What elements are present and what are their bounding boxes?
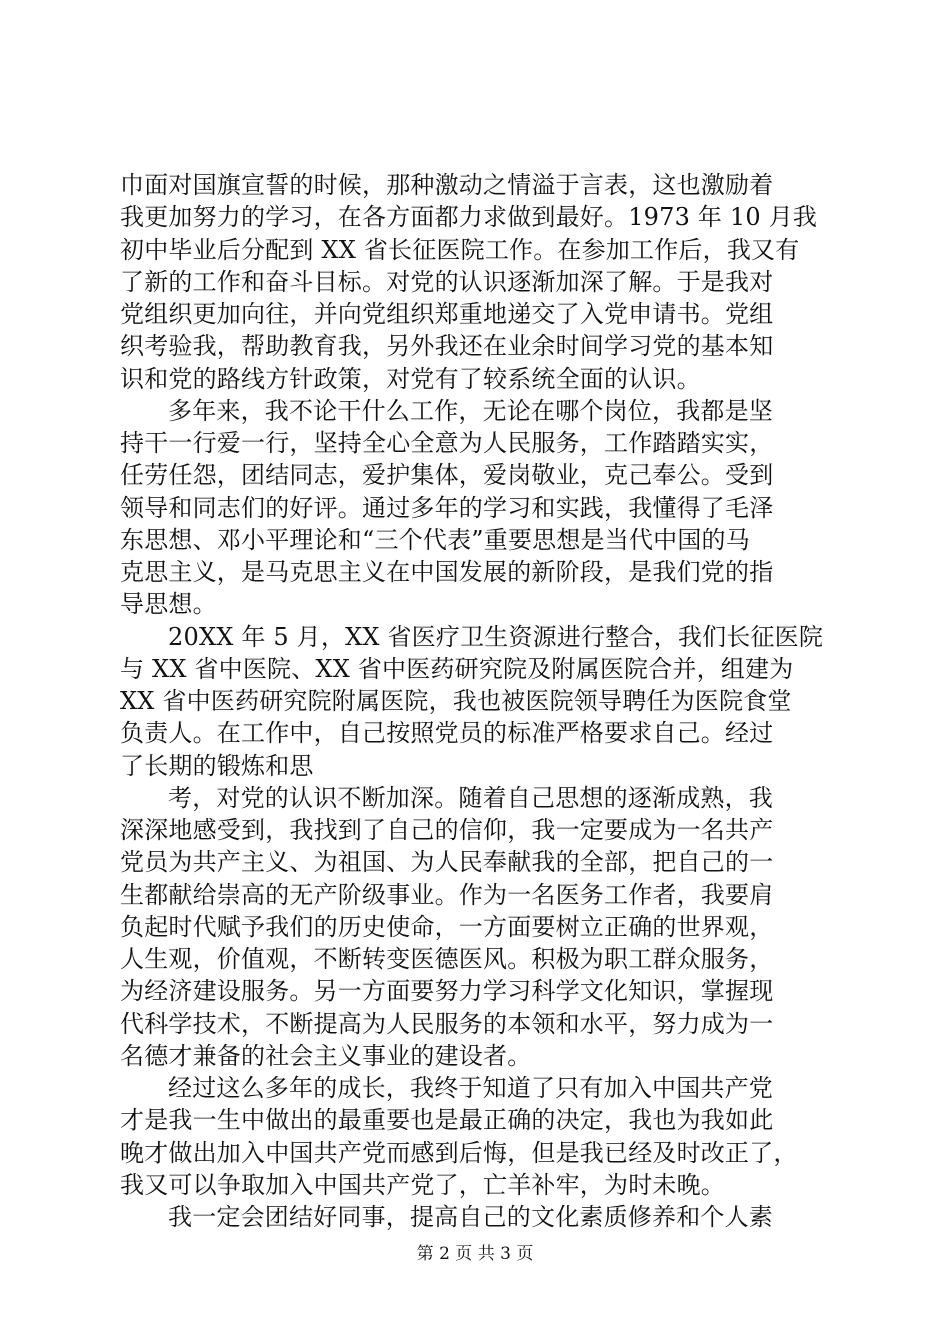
text-line: 负起时代赋予我们的历史使命，一方面要树立正确的世界观，: [120, 912, 774, 941]
text-line: 负责人。在工作中，自己按照党员的标准严格要求自己。经过: [120, 719, 774, 748]
text-line: 党组织更加向往，并向党组织郑重地递交了入党申请书。党组: [120, 300, 774, 328]
text-line: 识和党的路线方针政策，对党有了较系统全面的认识。: [120, 364, 701, 393]
text-line: 党员为共产主义、为祖国、为人民奉献我的全部，把自己的一: [120, 848, 774, 877]
text-line: 领导和同志们的好评。通过多年的学习和实践，我懂得了毛泽: [120, 493, 774, 522]
text-line: 深深地感受到，我找到了自己的信仰，我一定要成为一名共产: [120, 816, 774, 844]
text-line: 名德才兼备的社会主义事业的建设者。: [120, 1041, 532, 1070]
text-line: 巾面对国旗宣誓的时候，那种激动之情溢于言表，这也激励着: [120, 171, 774, 199]
text-line: 导思想。: [120, 590, 217, 619]
text-line: 代科学技术，不断提高为人民服务的本领和水平，努力成为一: [120, 1009, 774, 1038]
text-line: 东思想、邓小平理论和“三个代表”重要思想是当代中国的马: [120, 525, 750, 554]
text-line: 持干一行爱一行，坚持全心全意为人民服务，工作踏踏实实，: [120, 429, 774, 457]
paragraph-first-line: 多年来，我不论干什么工作，无论在哪个岗位，我都是坚: [168, 396, 773, 425]
text-line: 织考验我，帮助教育我，另外我还在业余时间学习党的基本知: [120, 332, 774, 361]
text-line: 我更加努力的学习，在各方面都力求做到最好。1973 年 10 月我: [120, 203, 818, 232]
text-line: 生都献给崇高的无产阶级事业。作为一名医务工作者，我要肩: [120, 880, 774, 909]
paragraph-first-line: 考，对党的认识不断加深。随着自己思想的逐渐成熟，我: [168, 783, 773, 812]
paragraph-first-line: 经过这么多年的成长，我终于知道了只有加入中国共产党: [168, 1074, 773, 1102]
text-line: 初中毕业后分配到 XX 省长征医院工作。在参加工作后，我又有: [120, 235, 800, 264]
document-body: [120, 169, 840, 1233]
text-line: 克思主义，是马克思主义在中国发展的新阶段，是我们党的指: [120, 558, 774, 586]
text-line: 了新的工作和奋斗目标。对党的认识逐渐加深了解。于是我对: [120, 267, 774, 296]
text-line: 为经济建设服务。另一方面要努力学习科学文化知识，掌握现: [120, 977, 774, 1006]
paragraph-first-line: 20XX 年 5 月，XX 省医疗卫生资源进行整合，我们长征医院: [168, 622, 824, 651]
text-line: 了长期的锻炼和思: [120, 751, 314, 780]
text-line: 任劳任怨，团结同志，爱护集体，爱岗敬业，克己奉公。受到: [120, 461, 774, 490]
text-line: 晚才做出加入中国共产党而感到后悔，但是我已经及时改正了，: [120, 1138, 798, 1167]
text-line: XX 省中医药研究院附属医院，我也被医院领导聘任为医院食堂: [120, 687, 792, 715]
text-line: 我又可以争取加入中国共产党了，亡羊补牢，为时未晚。: [120, 1170, 725, 1199]
paragraph-first-line: 我一定会团结好同事，提高自己的文化素质修养和个人素: [168, 1203, 773, 1231]
text-line: 与 XX 省中医院、XX 省中医药研究院及附属医院合并，组建为: [120, 654, 794, 683]
text-line: 才是我一生中做出的最重要也是最正确的决定，我也为我如此: [120, 1106, 774, 1135]
page-footer: 第 2 页 共 3 页: [416, 1244, 534, 1264]
text-line: 人生观，价值观，不断转变医德医风。积极为职工群众服务，: [120, 945, 774, 973]
